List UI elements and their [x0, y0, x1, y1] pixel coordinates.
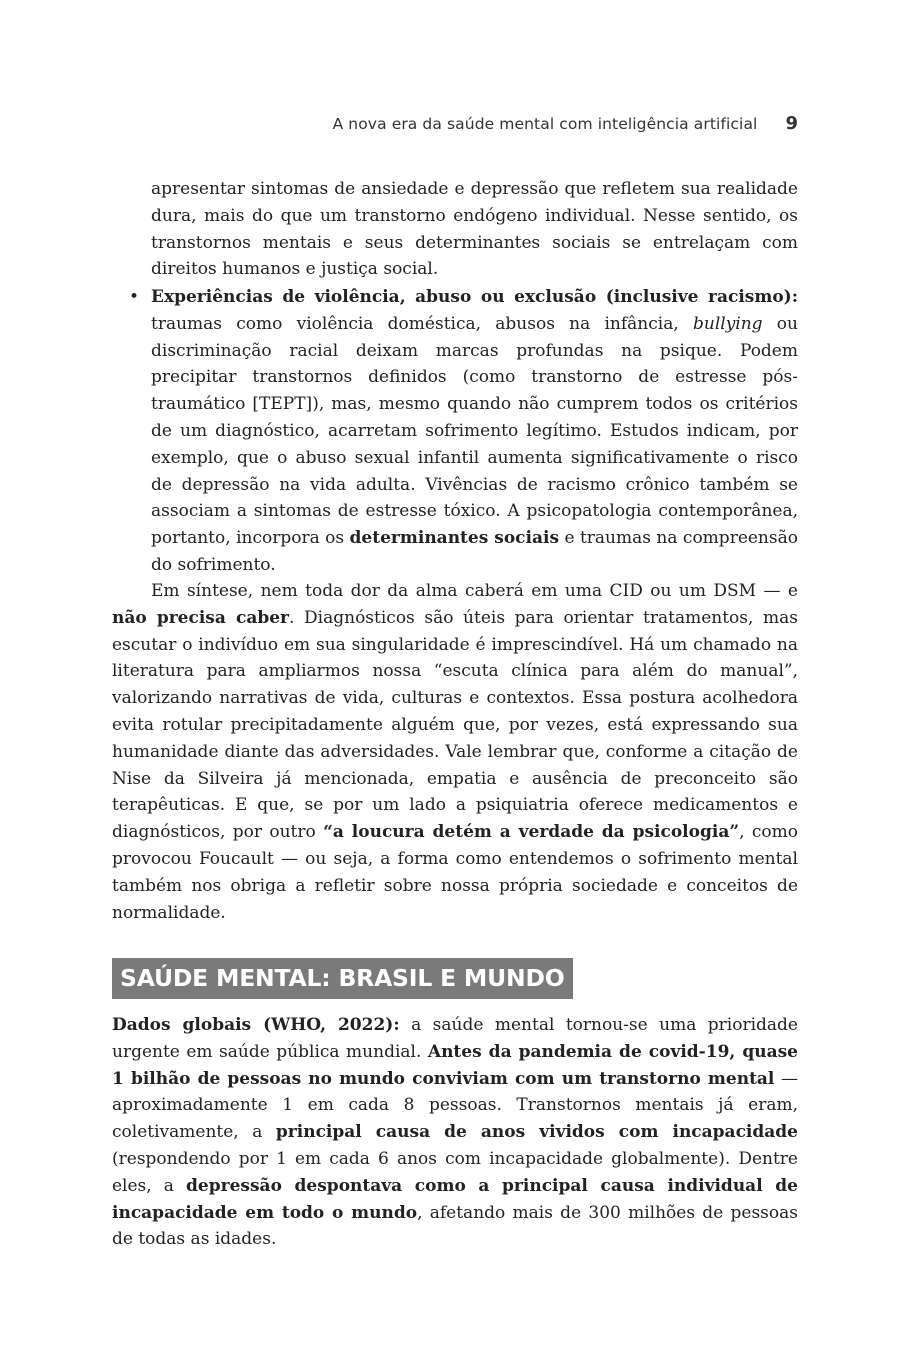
continuation-paragraph: apresentar sintomas de ansiedade e depressão que refletem sua realidade dura, mais do que um transtorno endógeno individual. Nesse sentido, os transtornos mentais e seus determinantes sociais se entrelaçam com direitos humanos e justiça social.: [151, 179, 798, 280]
running-header: [112, 113, 798, 134]
global-data-bold: Antes da pandemia de covid-19, quase 1 bilhão de pessoas no mundo conviviam com um transtorno mental: [112, 1041, 798, 1089]
synthesis-text: . Diagnósticos são úteis para orientar tratamentos, mas escutar o indivíduo em sua singularidade é imprescindível. Há um chamado na literatura para ampliarmos nossa “escuta clínica para além do manual”, valorizando narrativas de vida, culturas e contextos. Essa postura acolhedora evita rotular precipitadamente alguém que, por vezes, está expressando sua humanidade diante das adversidades. Vale lembrar que, conforme a citação de Nise da Silveira já mencionada, empatia e ausência de preconceito são terapêuticas. E que, se por um lado a psiquiatria oferece medicamentos e diagnósticos, por outro: [112, 607, 798, 843]
bullet-text: ou discriminação racial deixam marcas profundas na psique. Podem precipitar transtornos definidos (como transtorno de estresse pós-traumático [TEPT]), mas, mesmo quando não cumprem todos os critérios de um diagnóstico, acarretam sofrimento legítimo. Estudos indicam, por exemplo, que o abuso sexual infantil aumenta significativamente o risco de depressão na vida adulta. Vivências de racismo crônico também se associam a sintomas de estresse tóxico. A psicopatologia contemporânea, portanto, incorpora os: [151, 313, 798, 549]
bullet-italic-term: bullying: [692, 313, 763, 334]
bullet-lead: Experiências de violência, abuso ou exclusão (inclusive racismo):: [151, 287, 798, 307]
synthesis-bold: não precisa caber: [112, 607, 290, 628]
synthesis-paragraph: [112, 578, 798, 926]
bullet-text: e traumas na compreensão do sofrimento.: [151, 528, 798, 575]
synthesis-quote: “a loucura detém a verdade da psicologia”: [323, 822, 740, 843]
bullet-marker: •: [129, 287, 140, 307]
page-number: 9: [785, 113, 798, 134]
global-data-paragraph: [112, 1012, 798, 1253]
global-data-text: , afetando mais de 300 milhões de pessoas de todas as idades.: [112, 1202, 798, 1250]
global-data-lead: Dados globais (WHO, 2022):: [112, 1015, 400, 1035]
global-data-bold: principal causa de anos vividos com incapacidade: [275, 1122, 798, 1143]
synthesis-text: , como provocou Foucault — ou seja, a forma como entendemos o sofrimento mental também nos obriga a refletir sobre nossa própria sociedade e conceitos de normalidade.: [112, 822, 799, 923]
global-data-bold: depressão despontava como a principal causa individual de incapacidade em todo o mundo: [112, 1175, 798, 1223]
synthesis-text: Em síntese, nem toda dor da alma caberá em uma CID ou um DSM — e: [151, 581, 798, 601]
global-data-text: a saúde mental tornou-se uma prioridade urgente em saúde pública mundial.: [112, 1015, 798, 1062]
bullet-item-violence: [151, 284, 798, 579]
section-heading: SAÚDE MENTAL: BRASIL E MUNDO: [112, 958, 573, 999]
global-data-text: — aproximadamente 1 em cada 8 pessoas. Transtornos mentais já eram, coletivamente, a: [112, 1068, 799, 1143]
running-title: A nova era da saúde mental com inteligência artificial: [332, 115, 758, 133]
bullet-bold-term: determinantes sociais: [349, 528, 560, 549]
bullet-text: traumas como violência doméstica, abusos na infância,: [151, 313, 693, 334]
global-data-text: (respondendo por 1 em cada 6 anos com incapacidade globalmente). Dentre eles, a: [112, 1148, 798, 1196]
